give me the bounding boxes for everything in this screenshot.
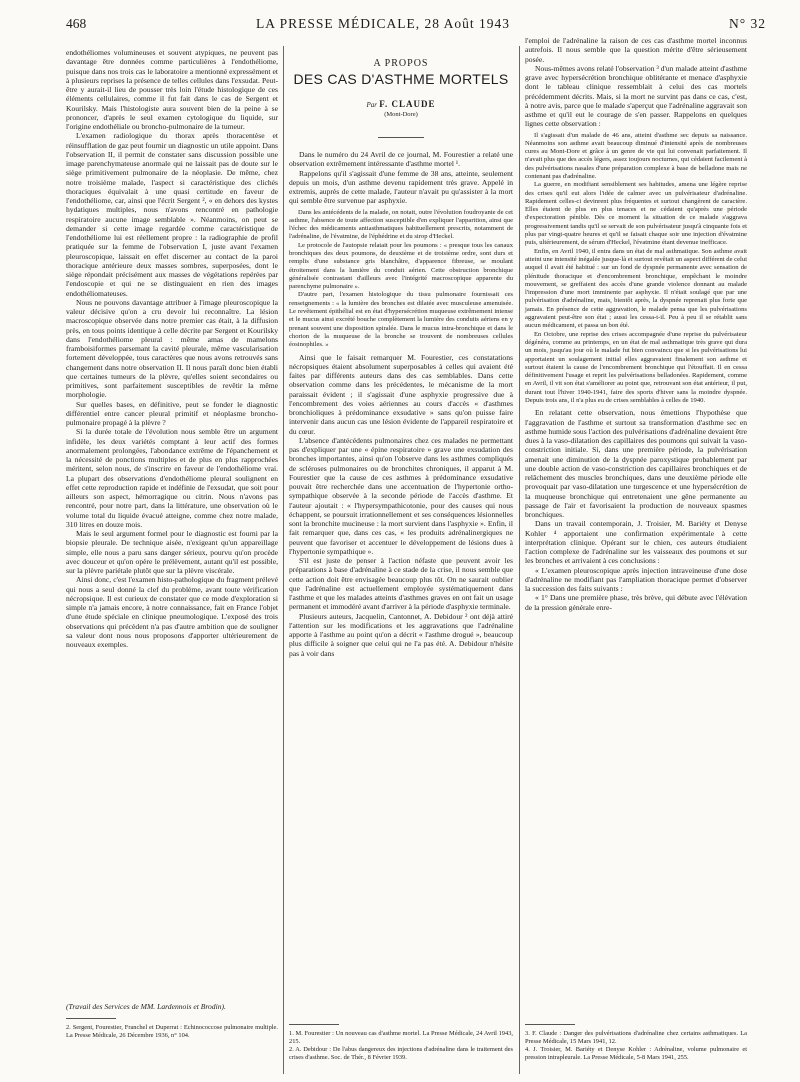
small-paragraph: Enfin, en Avril 1940, il entra dans un état de mal asthmatique. Son asthme avait atteint une intensité inégalée jusque-là et surtout revêtait un aspect différent de celui auquel il avait été habitué : sur un fond de dyspnée permanente avec sensation de plénitude thoracique et d'encombrement bronchique, empêchant le moindre mouvement, se greffaient des accès d'une grande violence donnant au malade l'impression d'une mort imminente par asphyxie. Il n'était soulagé que par une pulvérisation d'adrénaline, mais, bientôt après, la dyspnée reprenait plus forte que jamais. En présence de cette aggravation, le malade pensa que les pulvérisations aggravaient peut-être son état ; aussi les cessa-t-il. Peu à peu il se rétablit sans aucun médicament, et passa un bon été. [525,247,747,330]
paragraph: Dans le numéro du 24 Avril de ce journal, M. Fourestier a relaté une observation extrêmement intéressante d'asthme mortel ¹. [289,150,513,169]
paragraph: « L'examen pleuroscopique après injection intraveineuse d'une dose d'adrénaline ne modifiant pas l'ampliation thoracique permet d'observer la succession des faits suivants : [525,565,747,594]
footnote-rule [289,1024,339,1025]
footnote: 2. Sergent, Fourestier, Franchel et Duperrat : Echinococcose pulmonaire multiple. La Presse Médicale, 26 Décembre 1936, n° 104. [66,1024,278,1039]
paragraph: Plusieurs auteurs, Jacquelin, Cantonnet, A. Debidour ² ont déjà attiré l'attention sur les modifications et les aggravations que l'adrénaline apporte à l'asthme au point qu'on a décrit « l'asthme drogué », beaucoup plus difficile à soigner que celui qui ne l'a pas été. A. Debidour n'hésite pas à voir dans [289,611,513,658]
paragraph: l'emploi de l'adrénaline la raison de ces cas d'asthme mortel inconnus autrefois. Il nous semble que la question mérite d'être sérieusement posée. [525,36,747,64]
column-divider [283,46,284,1074]
paragraph: Ainsi donc, c'est l'examen histo-pathologique du fragment prélevé qui nous a seul donné la clef du problème, avant toute vérification nécropsique. Il est curieux de constater que ce mode d'exploration si simple n'a jamais encore, à notre connaissance, fait en France l'objet d'une étude spéciale en clinique pneumologique. L'exposé des trois observations qui précèdent n'a pas d'autre ambition que de souligner sa valeur dont nous nous proposons d'apporter ultérieurement de nouveaux exemples. [66,575,278,649]
credit-text: (Travail des Services de MM. Lardennois et Brodin). [66,1002,226,1011]
paragraph: Nous ne pouvons davantage attribuer à l'image pleuroscopique la valeur décisive qu'on a cru devoir lui reconnaître. La lésion macroscopique observée dans notre premier cas était, à la diffusion près, en tous points identique à celle décrite par Sergent et Kourilsky dans l'endothéliome pleural : même amas de mamelons framboisiformes parsemant la cavité pleurale, même vascularisation fortement développée, tous caractères que nous avons retrouvés sans changement dans notre observation II. Il nous paraît donc bien établi que certaines tumeurs de la plèvre, qu'elles soient secondaires ou primitives, sont parfaitement susceptibles de revêtir la même morphologie. [66,297,278,400]
column-divider [519,46,520,1074]
running-header [66,16,766,34]
footnote-rule [66,1018,116,1019]
paragraph: L'absence d'antécédents pulmonaires chez ces malades ne permettant pas d'expliquer par une « épine respiratoire » grave une exsudation des bronches importantes, ainsi qu'on l'observe dans les asthmes compliqués de scléroses pulmonaires ou de bronchites chroniques, il apparut à M. Fourestier que la cause de ces asthmes à prédominance exsudative pouvait être recherchée dans une accentuation de l'hypertonie ortho-sympathique observée à la seconde période de l'accès d'asthme. Et l'auteur ajoutait : « l'hypersympathicotonie, pour des causes qui nous échappent, se poursuit irrationnellement et ses conséquences lésionnelles sont la bronchite mucineuse : la mort survient dans l'asphyxie ». Enfin, il fait remarquer que, dans ces cas, « les produits adrénalinergiques ne peuvent que favoriser et accentuer le développement de lésions dues à l'hypertonie sympathique ». [289,435,513,556]
issue-date: 28 Août 1943 [424,16,511,31]
article-kicker: A PROPOS [373,58,429,69]
small-print-block [525,132,747,406]
small-paragraph: Le protocole de l'autopsie relatait pour les poumons : « presque tous les canaux bronchiques des deux poumons, de deuxième et de troisième ordre, sont durs et remplis d'une substance gris blanchâtre, d'apparence fibreuse, se moulant étroitement dans la lumière du conduit aérien. Cette obstruction bronchique généralisée contrastant d'ailleurs avec l'intégrité macroscopique apparente du parenchyme pulmonaire ». [289,241,513,291]
paragraph: endothéliomes volumineuses et souvent atypiques, ne peuvent pas davantage être données comme particulières à l'endothéliome, puisque dans nos trois cas le laboratoire a mentionné expressément et à plusieurs reprises la présence de telles cellules dans l'exsudat. Peut-être y aurait-il lieu de pousser très loin l'étude histologique de ces éléments cellulaires, comme il fut fait dans le cas de Sergent et Kourilsky. Mais l'histologiste aura souvent bien de la peine à se prononcer, d'après le seul examen cytologique du liquide, sur l'origine endothéliale ou broncho-pulmonaire de la tumeur. [66,48,278,131]
footnote: 2. A. Debidour : De l'abus dangereux des injections d'adrénaline dans le traitement des crises d'asthme. Soc. de Thér., 8 Février 1939. [289,1046,513,1061]
small-paragraph: La guerre, en modifiant sensiblement ses habitudes, amena une légère reprise des crises qu'il eut alors l'idée de calmer avec un pulvérisateur d'adrénaline. Rapidement celles-ci devinrent plus fréquentes et surtout changèrent de caractère. Elles étaient de plus en plus tenaces et ne cédaient qu'après une période d'expectoration pénible. Dès ce moment la situation de ce malade s'aggrava progressivement tandis qu'il se servait de son pulvérisateur jusqu'à cinquante fois et plus par vingt-quatre heures et qu'il se faisait chaque soir une injection d'évatmine puis, ultérieurement, de sérum d'Heckel, l'évatmine étant devenue inefficace. [525,181,747,247]
footnote: 4. J. Troisier, M. Bariéty et Denyse Kohler : Adrénaline, volume pulmonaire et pression intrapleurale. La Presse Médicale, 5-8 Mars 1941, 255. [525,1046,747,1061]
paragraph: L'examen radiologique du thorax après thoracentèse et réinsufflation de gaz peut fournir un diagnostic un utile appoint. Dans l'observation II, il permit de constater sans discussion possible une image parenchymateuse anormale qui ne laissait pas de doute sur le siège primitivement pulmonaire de la néoplasie. De même, chez notre troisième malade, l'aspect si caractéristique des clichés thoraciques équivalait à une quasi certitude en faveur de l'endothéliome, car, ainsi que l'écrit Sergent ², « en dehors des kystes hydatiques multiples, nous n'avons rencontré en pathologie respiratoire aucune image semblable ». Néanmoins, on peut se demander si cette image regardée comme caractéristique de l'endothéliome lui est réellement propre : la radiographie de profil pratiquée sur la femme de l'observation I, juste avant l'examen pleuroscopique, laissait en effet discerner au contact de la paroi thoracique antérieure deux masses sombres, superposées, dont le siège répondait précisément aux masses de végétations repérées par l'endoscopie et qui ne se distinguaient en rien des images endothéliomateuses. [66,131,278,298]
paragraph: Mais le seul argument formel pour le diagnostic est fourni par la biopsie pleurale. De technique aisée, n'exigeant qu'un appareillage simple, elle nous a paru sans danger sérieux, pourvu qu'on procède avec douceur et qu'on opère le prélèvement, autant qu'il est possible, sur la plèvre pariétale plutôt que sur la plèvre viscérale. [66,529,278,575]
paragraph: En relatant cette observation, nous émettions l'hypothèse que l'aggravation de l'asthme et surtout sa transformation d'asthme sec en asthme humide sous l'action des pulvérisations d'adrénaline devaient être dues à la vaso-dilatation des capillaires des poumons qui suivait la vaso-constriction initiale. Si, dans une première période, la pulvérisation amenait une diminution de la dyspnée paroxystique probablement par une double action de vaso-constriction des capillaires bronchiques et de relâchement des muscles bronchiques, dans une deuxième période elle provoquait par vaso-dilatation une turgescence et une hypersécrétion de la muqueuse bronchique qui entretenaient une gêne permanente au passage de l'air et favorisaient la production de nouveaux spasmes bronchiques. [525,408,747,520]
right-footnotes [525,1030,747,1062]
paragraph: Dans un travail contemporain, J. Troisier, M. Bariéty et Denyse Kohler ⁴ apportaient une confirmation expérimentale à cette interprétation clinique. Opérant sur le chien, ces auteurs étudiaient l'action complexe de l'adrénaline sur les vaisseaux des poumons et sur les bronches et arrivaient à ces conclusions : [525,519,747,566]
right-column [525,36,747,612]
author-line [288,99,514,109]
middle-column [289,150,513,658]
author-prefix: Par [366,101,378,109]
author-affiliation: (Mont-Dore) [384,111,418,118]
article-title: DES CAS D'ASTHME MORTELS [293,71,509,87]
paragraph: Ainsi que le faisait remarquer M. Fourestier, ces constatations nécropsiques étaient absolument superposables à celles qui avaient été faites par différents auteurs dans des cas semblables. Dans cette observation comme dans les précédentes, le mécanisme de la mort paraissait évident ; il s'agissait d'une asphyxie progressive due à l'encombrement des voies aériennes au cours d'accès « d'asthmes bronchioliques à prédominance exsudative » sans qu'on puisse faire intervenir dans aucun cas une lésion évidente de l'appareil respiratoire et du cœur. [289,352,513,436]
left-footnotes [66,1024,278,1040]
small-paragraph: En Octobre, une reprise des crises accompagnée d'une reprise du pulvérisateur dégénéra, comme au printemps, en un état de mal asthmatique très grave qui dura un mois, jusqu'au jour où le malade fut bien convaincu que si les pulvérisations lui apportaient un soulagement initial elles aggravaient finalement son asthme et surtout étaient la cause de l'encombrement bronchique qui l'étouffait. Il en cessa définitivement l'usage et reprit les pulvérisations belladonées. Rapidement, comme en Avril, il vit son état s'améliorer au point que, retrouvant son état antérieur, il put, durant tout l'hiver 1940-1941, faire des sports d'hiver sans la moindre dyspnée. Depuis trois ans, il n'a plus eu de crises semblables à celles de 1940. [525,330,747,404]
footnote: 3. F. Claude : Danger des pulvérisations d'adrénaline chez certains asthmatiques. La Presse Médicale, 15 Mars 1941, 12. [525,1030,747,1045]
small-paragraph: D'autre part, l'examen histologique du tissu pulmonaire fournissait ces renseignements : « la lumière des bronches est dilatée avec musculeuse amenuisée. Le revêtement épithélial est en état d'hypersécrétion muqueuse extrêmement intense et le mucus ainsi excrété bouche complètement la lumière des conduits aériens en y prenant souvent une disposition spiralée. Dans le mucus intra-bronchique et dans le chorion de la muqueuse de la bronche se trouvent de nombreuses cellules éosinophiles. » [289,291,513,349]
paragraph: Nous-mêmes avons relaté l'observation ³ d'un malade atteint d'asthme grave avec hypersécrétion bronchique oblitérante et menace d'asphyxie dont le tableau clinique ressemblait à celui des cas mortels précédemment décrits. Mais, si la mort ne survint pas dans ce cas, c'est, à notre avis, parce que le malade s'aperçut que l'adrénaline aggravait son asthme et qu'il eut le courage de s'en passer. Rappelons en quelques lignes cette observation : [525,63,747,129]
paragraph: S'il est juste de penser à l'action néfaste que peuvent avoir les préparations à base d'adrénaline à ce stade de la crise, il nous semble que cette action doit être envisagée beaucoup plus tôt. On ne saurait oublier que l'adrénaline est actuellement employée systématiquement dans l'asthme et que les malades atteints d'asthmes graves en ont fait un usage permanent et immodéré avant d'arriver à la période d'asphyxie terminale. [289,556,513,612]
paragraph: « 1° Dans une première phase, très brève, qui débute avec l'élévation de la pression générale enre- [525,593,747,612]
issue-number: N° 32 [728,16,766,31]
paragraph: Rappelons qu'il s'agissait d'une femme de 38 ans, atteinte, seulement depuis un mois, d'un asthme devenu rapidement très grave. Appelé in extremis, auprès de cette malade, l'auteur n'avait pu qu'assister à la mort qui semble être survenue par asphyxie. [289,168,513,206]
credit-line [66,1002,278,1011]
paragraph: Sur quelles bases, en définitive, peut se fonder le diagnostic différentiel entre cancer pleural primitif et néoplasme broncho-pulmonaire propagé à la plèvre ? [66,399,278,427]
footnote-rule [525,1024,575,1025]
footnote: 1. M. Fourestier : Un nouveau cas d'asthme mortel. La Presse Médicale, 24 Avril 1943, 215. [289,1030,513,1045]
author-name: F. CLAUDE [379,99,436,109]
journal-title: LA PRESSE MÉDICALE, 28 Août 1943 [256,16,511,31]
small-paragraph: Dans les antécédents de la malade, on notait, outre l'évolution foudroyante de cet asthme, l'absence de toute affection susceptible d'en expliquer l'apparition, ainsi que l'échec des médicaments antiasthmatiques habituellement prescrits, notamment de l'adrénaline, de l'évatmine, de l'éphédrine et du sirop d'Heckel. [289,208,513,241]
paragraph: Si la durée totale de l'évolution nous semble être un argument infidèle, les deux variétés comptant à leur actif des formes anormalement prolongées, l'abondance extrême de l'épanchement et la nécessité de ponctions multiples et de plus en plus rapprochées méritent, selon nous, de s'inscrire en faveur de l'endothéliome vrai. La plupart des observations d'endothéliome pleural soulignent en effet cette reproduction rapide et indéfinie de l'exsudat, que soit pour ailleurs son aspect, hémorragique ou citrin. Nous n'avons pas rencontré, pour notre part, dans la littérature, une observation où le volume total du liquide évacué atteigne, comme chez notre malade, 310 litres en douze mois. [66,427,278,529]
small-paragraph: Il s'agissait d'un malade de 46 ans, atteint d'asthme sec depuis sa naissance. Néanmoins son asthme avait beaucoup diminué d'intensité après de nombreuses cures au Mont-Dore et grâce à un genre de vie qui lui convenait parfaitement. Il n'avait plus que des accès légers, assez toujours nocturnes, qui cédaient facilement à des pulvérisations nasales d'une préparation complexe à base de belladone mais ne contenant pas d'adrénaline. [525,131,747,180]
left-column [66,48,278,649]
title-rule [378,137,424,138]
page-number: 468 [66,16,87,31]
journal-name: LA PRESSE MÉDICALE [256,16,416,31]
middle-footnotes [289,1030,513,1062]
small-print-block [289,209,513,350]
article-heading [288,58,514,118]
